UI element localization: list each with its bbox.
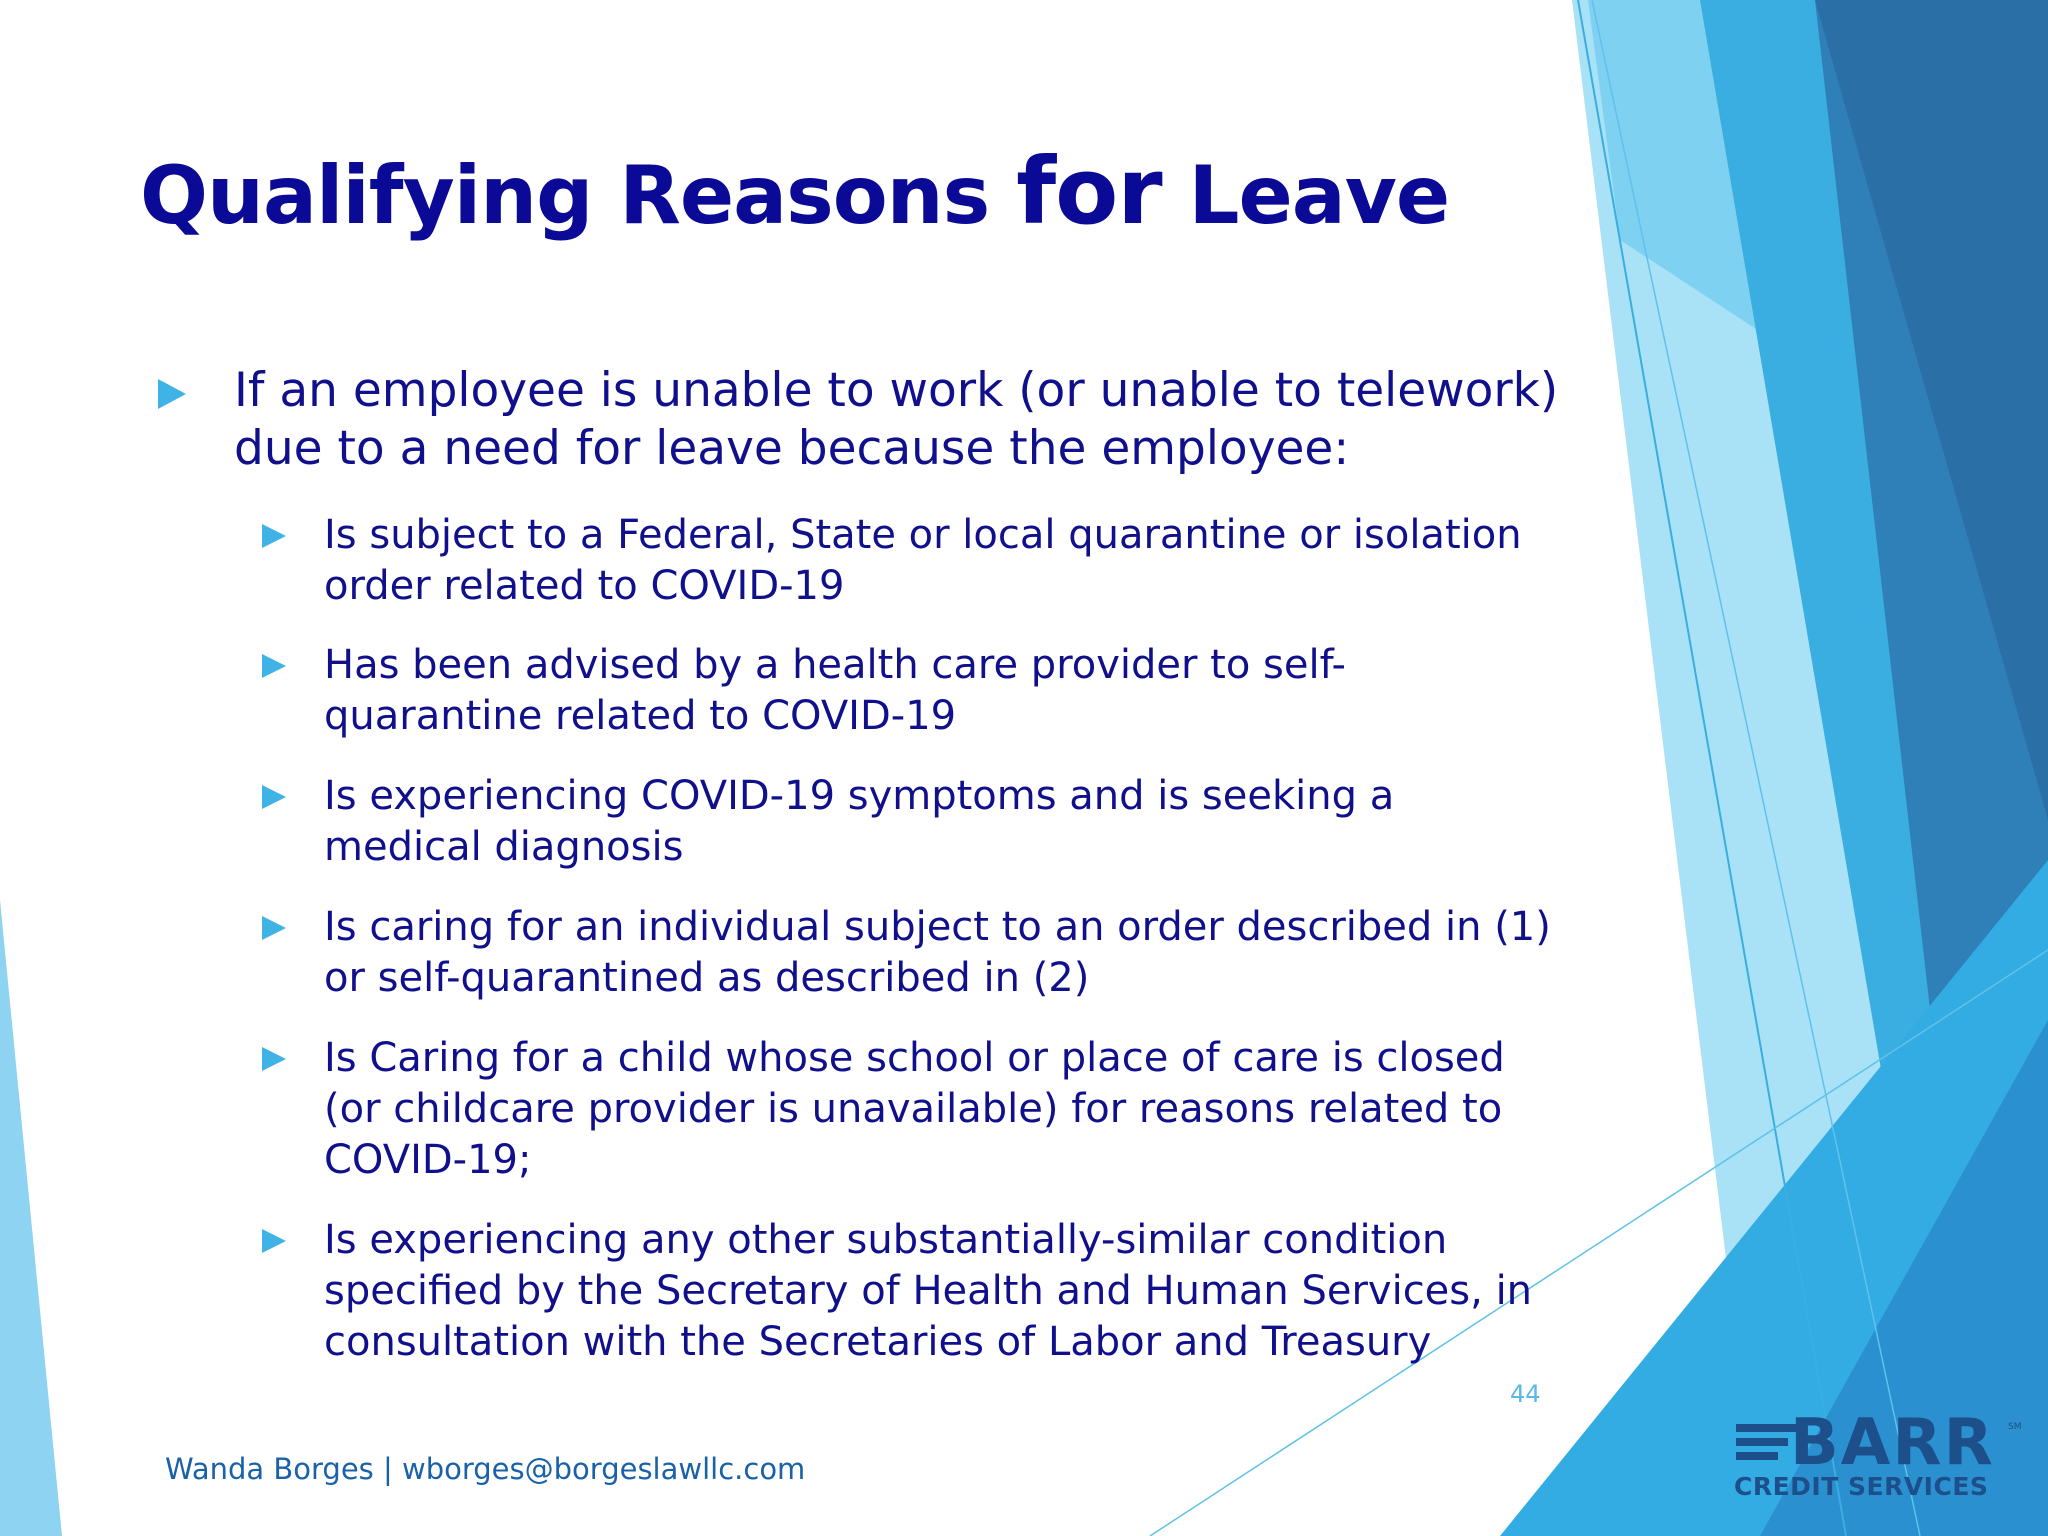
main-bullet-text: If an employee is unable to work (or unable to telework) due to a need for leave because the employee:: [234, 363, 1559, 476]
footer-text: Wanda Borges | wborges@borgeslawllc.com: [165, 1452, 806, 1486]
title-text: Leave: [1161, 149, 1450, 242]
triangle-bullet-icon: [262, 1047, 286, 1071]
sub-bullet: [262, 1033, 1562, 1186]
sub-bullet: [262, 510, 1562, 612]
left-triangle: [0, 900, 62, 1536]
slide-title: [140, 138, 1449, 245]
logo-service-mark: SM: [2008, 1422, 2022, 1432]
triangle-bullet-icon: [262, 654, 286, 678]
sub-bullet-text: Has been advised by a health care provider to self-quarantine related to COVID-19: [324, 642, 1346, 739]
barr-logo: [1730, 1406, 2030, 1504]
sub-bullet-text: Is caring for an individual subject to an order described in (1) or self-quarantined as described in (2): [324, 904, 1551, 1001]
main-bullet: [158, 362, 1578, 478]
title-text: Qualifying Reasons: [140, 149, 1017, 242]
triangle-bullet-icon: [262, 785, 286, 809]
triangle-bullet-icon: [158, 379, 186, 409]
triangle-bullet-icon: [262, 524, 286, 548]
sub-bullet: [262, 1215, 1562, 1368]
sub-bullet: [262, 902, 1562, 1004]
page-number: 44: [1510, 1380, 1541, 1408]
logo-subtitle: CREDIT SERVICES: [1734, 1472, 1989, 1501]
sub-bullet-text: Is Caring for a child whose school or place of care is closed (or childcare provider is unavailable) for reasons related to COVID-19;: [324, 1035, 1505, 1183]
sub-bullet-text: Is subject to a Federal, State or local quarantine or isolation order related to COVID-19: [324, 512, 1522, 609]
logo-word: BARR: [1790, 1406, 1995, 1480]
logo-bars-icon: [1736, 1424, 1798, 1466]
triangle-bullet-icon: [262, 916, 286, 940]
title-text: for: [1016, 138, 1162, 245]
sub-bullet: [262, 640, 1562, 742]
sub-bullet-text: Is experiencing any other substantially-similar condition specified by the Secretary of Health and Human Services, in consultation with the Secretaries of Labor and Treasury: [324, 1217, 1533, 1365]
sub-bullet-text: Is experiencing COVID-19 symptoms and is seeking a medical diagnosis: [324, 773, 1395, 870]
sub-bullet: [262, 771, 1562, 873]
triangle-bullet-icon: [262, 1229, 286, 1253]
